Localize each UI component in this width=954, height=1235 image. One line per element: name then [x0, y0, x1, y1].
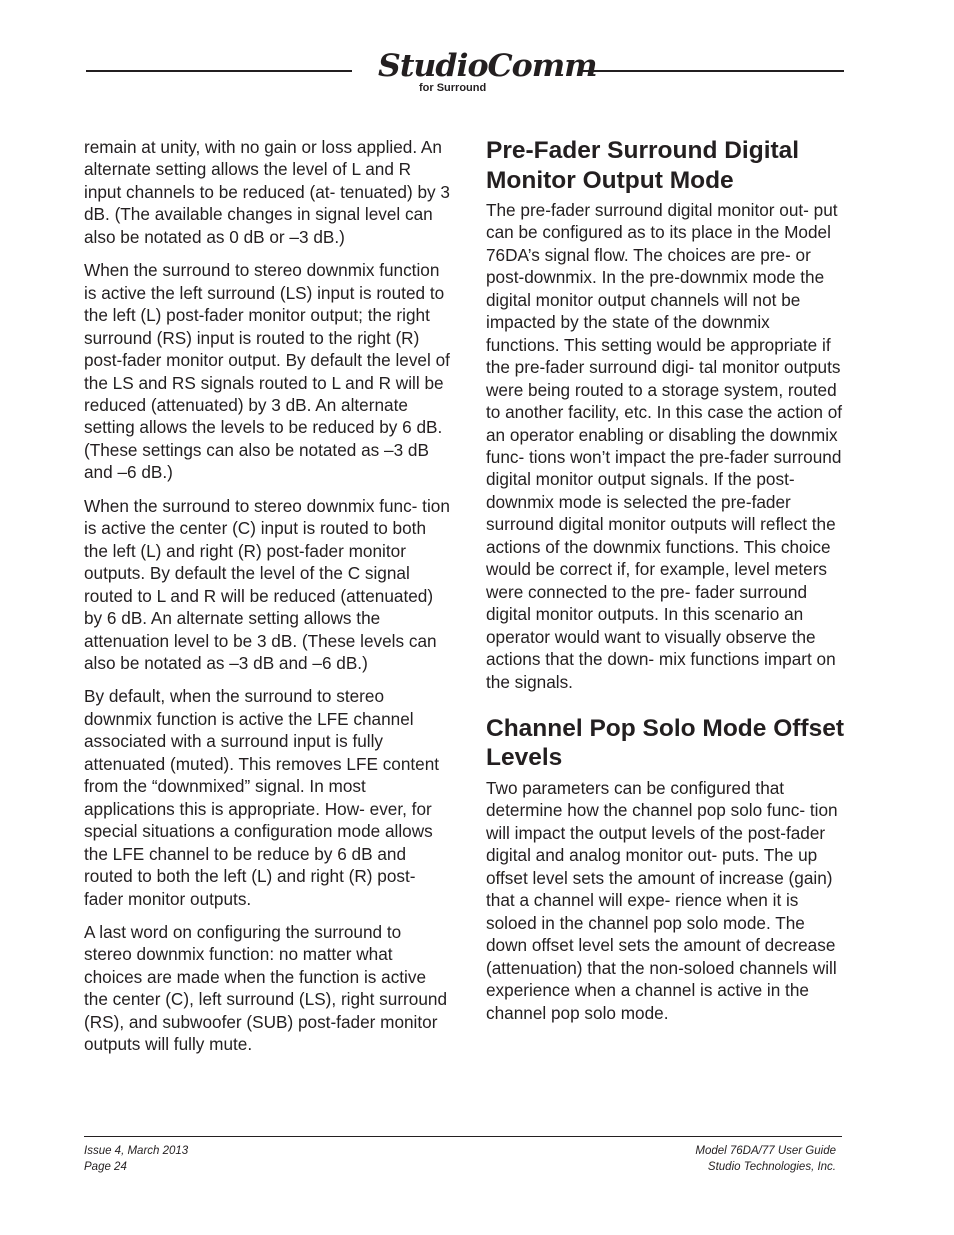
- logo-subtitle: for Surround: [419, 82, 487, 94]
- section-heading-pop-solo: Channel Pop Solo Mode Offset Levels: [486, 714, 844, 772]
- footer-right: [695, 1144, 836, 1175]
- left-column: [84, 136, 452, 1067]
- section-body-prefader: The pre-fader surround digital monitor out- put can be configured as to its place in the Model 76DA’s signal flow. The choices are pre- or post-downmix. In the pre-downmix mode the digital monitor output channels will not be impacted by the state of the downmix functions. This setting would be appropriate if the pre-fader surround digi- tal monitor outputs were being routed to a storage system, routed to another facility, etc. In this case the action of an operator enabling or disabling the downmix func- tions won’t impact the pre-fader surround digital monitor output signals. If the post- downmix mode is selected the pre-fader surround digital monitor outputs will reflect the actions of the downmix functions. This choice would be correct if, for example, level meters were connected to the pre- fader surround digital monitor outputs. In this scenario an operator would want to visually observe the actions that the down- mix functions impart on the signals.: [486, 200, 843, 692]
- footer-page-number: Page 24: [84, 1160, 127, 1173]
- body-paragraph: By default, when the surround to stereo downmix function is active the LFE channel associated with a surround input is fully attenuated (muted). This removes LFE content from the “downmixed” signal. In most applications this is appropriate. How- ever, for special situations a configuration mode allows the LFE channel to be reduce by 6 dB and routed to both the left (L) and right (R) post-fader monitor outputs.: [84, 686, 440, 909]
- header-rule-right: [578, 70, 844, 72]
- footer-rule: [84, 1136, 842, 1137]
- body-paragraph: remain at unity, with no gain or loss applied. An alternate setting allows the level of L and R input channels to be reduced (at- tenuated) by 3 dB. (The available changes in signal level can also be notated as 0 dB or –3 dB.): [84, 137, 450, 247]
- footer-guide-title: Model 76DA/77 User Guide: [695, 1145, 836, 1157]
- body-paragraph: When the surround to stereo downmix func- tion is active the center (C) input is routed to both the left (L) and right (R) post-fader monitor outputs. By default the level of the C signal routed to L and R will be reduced (attenuated) by 6 dB. An alternate setting allows the attenuation level to be 3 dB. (These levels can also be notated as –3 dB and –6 dB.): [84, 495, 450, 673]
- body-paragraph: A last word on configuring the surround to stereo downmix function: no matter what choices are made when the function is active the center (C), left surround (LS), right surround (RS), and subwoofer (SUB) post-fader monitor outputs will fully mute.: [84, 921, 448, 1055]
- right-column: [486, 136, 846, 1035]
- studiocomm-logo: [370, 48, 597, 98]
- section-body-pop-solo: Two parameters can be configured that determine how the channel pop solo func- tion will impact the output levels of the post-fader digital and analog monitor out- puts. The up offset level sets the amount of increase (gain) that a channel will expe- rience when it is soloed in the channel pop solo mode. The down offset level sets the amount of decrease (attenuation) that the non-soloed channels will experience when a channel is active in the channel pop solo mode.: [486, 777, 838, 1023]
- section-heading-prefader: Pre-Fader Surround Digital Monitor Output Mode: [486, 137, 800, 194]
- logo-script-text: StudioComm: [378, 48, 597, 84]
- footer-left: [84, 1144, 188, 1175]
- footer-issue: Issue 4, March 2013: [84, 1145, 189, 1157]
- body-paragraph: When the surround to stereo downmix function is active the left surround (LS) input is routed to the left (L) post-fader monitor output; the right surround (RS) input is routed to the right (R) post-fader monitor output. By default the level of the LS and RS signals routed to L and R will be reduced (attenuated) by 3 dB. An alternate setting allows the levels to be reduced by 6 dB. (These settings can also be notated as –3 dB and –6 dB.): [84, 260, 450, 483]
- header-rule-left: [86, 70, 352, 72]
- footer-company: Studio Technologies, Inc.: [707, 1160, 836, 1173]
